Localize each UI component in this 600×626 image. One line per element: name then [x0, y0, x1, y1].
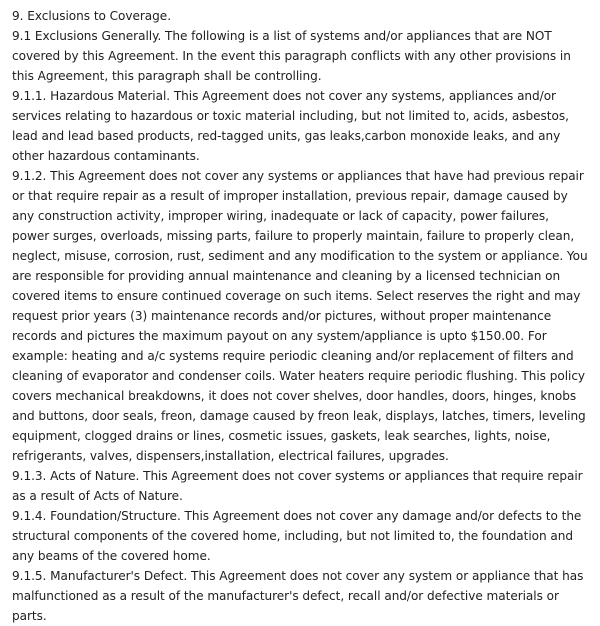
- paragraph-manufacturers-defect: 9.1.5. Manufacturer's Defect. This Agreement does not cover any system or appliance that has malfunctioned as a result of the manufacturer's defect, recall and/or defective materials or parts.: [12, 569, 584, 623]
- paragraph-acts-of-nature: 9.1.3. Acts of Nature. This Agreement does not cover systems or appliances that require repair as a result of Acts of Nature.: [12, 469, 583, 503]
- section-heading: 9. Exclusions to Coverage.: [12, 9, 171, 23]
- paragraph-foundation-structure: 9.1.4. Foundation/Structure. This Agreement does not cover any damage and/or defects to the structural components of the covered home, including, but not limited to, the foundation and any beams of the covered home.: [12, 509, 582, 563]
- paragraph-hazardous-material: 9.1.1. Hazardous Material. This Agreement does not cover any systems, appliances and/or services relating to hazardous or toxic material including, but not limited to, acids, asbestos, lead and lead based products, red-tagged units, gas leaks,carbon monoxide leaks, and any other hazardous contaminants.: [12, 89, 569, 163]
- paragraph-previous-repair: 9.1.2. This Agreement does not cover any systems or appliances that have had previous repair or that require repair as a result of improper installation, previous repair, damage caused by any construction activity, improper wiring, inadequate or lack of capacity, power failures, power surges, overloads, missing parts, failure to properly maintain, failure to properly clean, neglect, misuse, corrosion, rust, sediment and any modification to the system or appliance. You are responsible for providing annual maintenance and cleaning by a licensed technician on covered items to ensure continued coverage on such items. Select reserves the right and may request prior years (3) maintenance records and/or pictures, without proper maintenance records and pictures the maximum payout on any system/appliance is upto $150.00. For example: heating and a/c systems require periodic cleaning and/or replacement of filters and cleaning of evaporator and condenser coils. Water heaters require periodic flushing. This policy covers mechanical breakdowns, it does not cover shelves, door handles, doors, hinges, knobs and buttons, door seals, freon, damage caused by freon leak, displays, latches, timers, leveling equipment, clogged drains or lines, cosmetic issues, gaskets, leak searches, lights, noise, refrigerants, valves, dispensers,installation, electrical failures, upgrades.: [12, 169, 588, 463]
- paragraph-exclusions-generally: 9.1 Exclusions Generally. The following is a list of systems and/or appliances that are NOT covered by this Agreement. In the event this paragraph conflicts with any other provisions in this Agreement, this paragraph shall be controlling.: [12, 29, 571, 83]
